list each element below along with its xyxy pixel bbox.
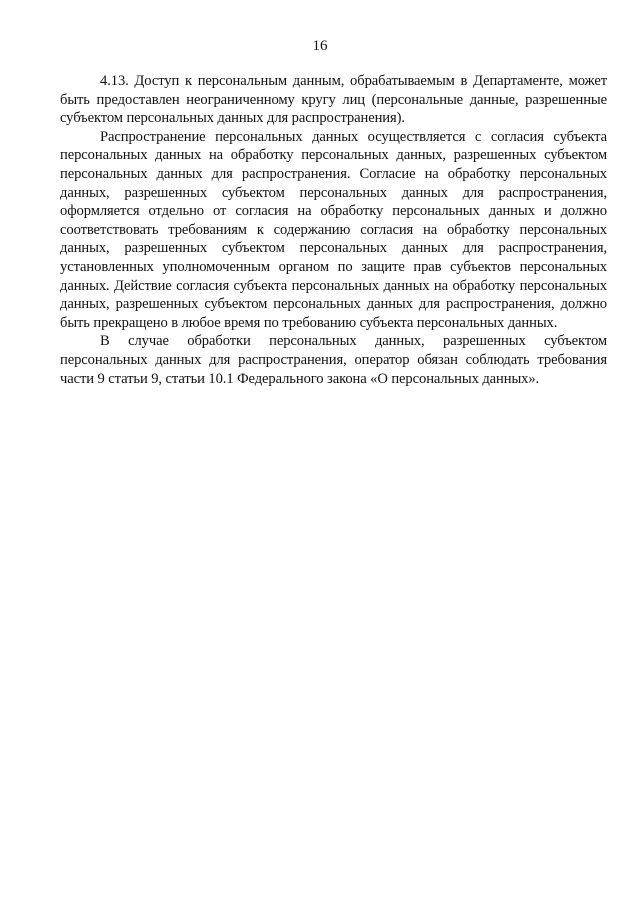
- document-body: [60, 72, 607, 388]
- paragraph-distribution: Распространение персональных данных осуществляется с согласия субъекта персональных данных на обработку персональных данных, разрешенных субъектом персональных данных для распространения. Согласие на обработку персональных данных, разрешенных субъектом персональных данных для распространения, оформляется отдельно от согласия на обработку персональных данных и должно соответствовать требованиям к содержанию согласия на обработку персональных данных, разрешенных субъектом персональных данных для распространения, установленных уполномоченным органом по защите прав субъектов персональных данных. Действие согласия субъекта персональных данных на обработку персональных данных, разрешенных субъектом персональных данных для распространения, должно быть прекращено в любое время по требованию субъекта персональных данных.: [60, 128, 607, 331]
- paragraph-access: 4.13. Доступ к персональным данным, обрабатываемым в Департаменте, может быть предоставлен неограниченному кругу лиц (персональные данные, разрешенные субъектом персональных данных для распространения).: [60, 73, 607, 127]
- page-number: 16: [312, 38, 328, 54]
- paragraph-operator-obligations: В случае обработки персональных данных, разрешенных субъектом персональных данных для распространения, оператор обязан соблюдать требования части 9 статьи 9, статьи 10.1 Федерального закона «О персональных данных».: [60, 333, 607, 387]
